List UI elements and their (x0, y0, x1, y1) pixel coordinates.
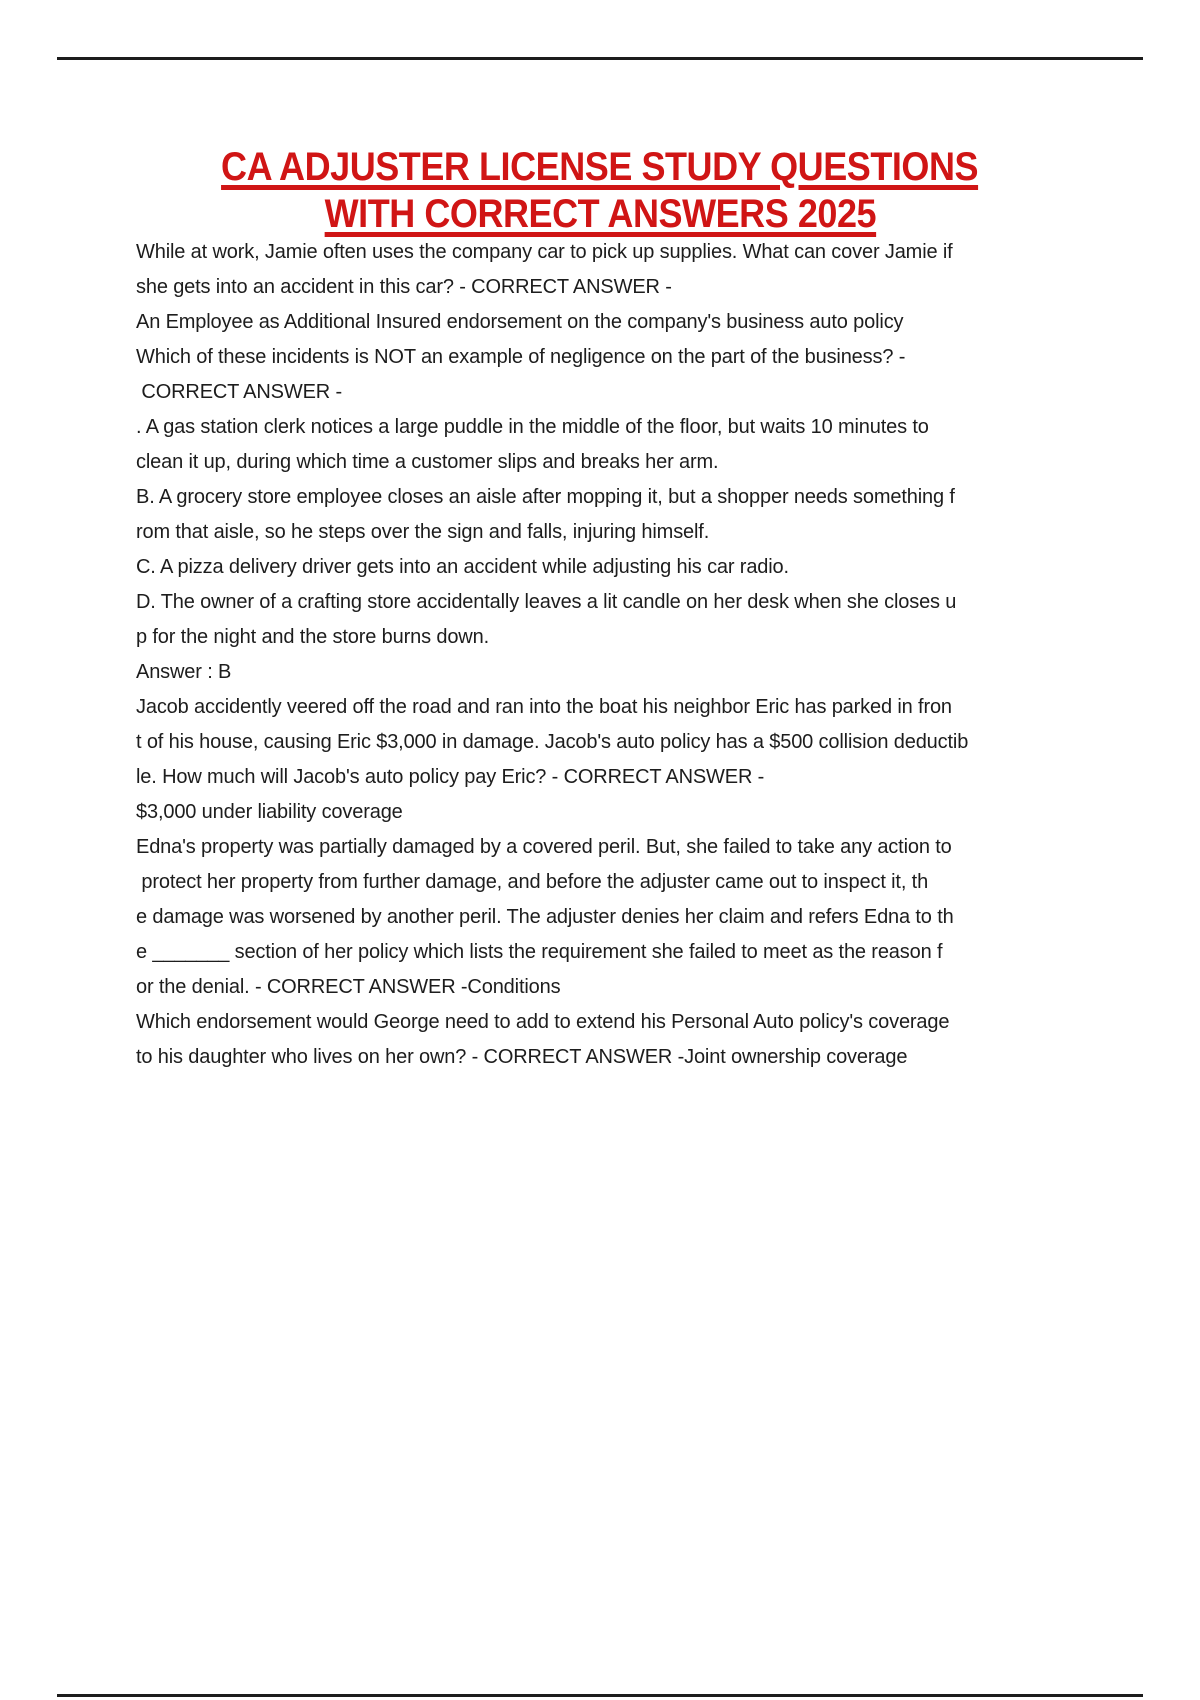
answer-line (136, 655, 1076, 690)
document-body (136, 235, 1076, 1075)
text-line: Edna's property was partially damaged by a covered peril. But, she failed to take any action to (136, 836, 952, 858)
text-line: . A gas station clerk notices a large puddle in the middle of the floor, but waits 10 minutes to (136, 416, 929, 438)
qa-paragraph (136, 235, 1076, 340)
text-line: $3,000 under liability coverage (136, 801, 403, 823)
qa-paragraph (136, 690, 1076, 830)
text-line: While at work, Jamie often uses the company car to pick up supplies. What can cover Jamie if (136, 241, 953, 263)
text-line: protect her property from further damage, and before the adjuster came out to inspect it, th (136, 871, 929, 893)
text-line: B. A grocery store employee closes an aisle after mopping it, but a shopper needs something f (136, 486, 955, 508)
text-line: Jacob accidently veered off the road and ran into the boat his neighbor Eric has parked in fron (136, 696, 952, 718)
text-line: Which endorsement would George need to add to extend his Personal Auto policy's coverage (136, 1011, 950, 1033)
qa-paragraph (136, 585, 1076, 655)
text-line: to his daughter who lives on her own? - CORRECT ANSWER -Joint ownership coverage (136, 1046, 908, 1068)
text-line: she gets into an accident in this car? - CORRECT ANSWER - (136, 276, 672, 298)
text-line: le. How much will Jacob's auto policy pay Eric? - CORRECT ANSWER - (136, 766, 765, 788)
qa-paragraph (136, 830, 1076, 1005)
document-title-line-2: WITH CORRECT ANSWERS 2025 (324, 192, 876, 236)
document-title-line-1: CA ADJUSTER LICENSE STUDY QUESTIONS (221, 145, 979, 189)
text-line: or the denial. - CORRECT ANSWER -Conditions (136, 976, 561, 998)
text-line: Which of these incidents is NOT an example of negligence on the part of the business? - (136, 346, 906, 368)
text-line: p for the night and the store burns down. (136, 626, 489, 648)
text-line: D. The owner of a crafting store accidentally leaves a lit candle on her desk when she closes u (136, 591, 957, 613)
qa-paragraph (136, 480, 1076, 550)
text-line: Answer : B (136, 661, 232, 683)
text-line: e _______ section of her policy which lists the requirement she failed to meet as the reason f (136, 941, 943, 963)
text-line: rom that aisle, so he steps over the sign and falls, injuring himself. (136, 521, 710, 543)
text-line: C. A pizza delivery driver gets into an accident while adjusting his car radio. (136, 556, 789, 578)
text-line: CORRECT ANSWER - (136, 381, 342, 403)
qa-paragraph (136, 550, 1076, 585)
text-line: clean it up, during which time a customer slips and breaks her arm. (136, 451, 719, 473)
document-title (0, 144, 1200, 238)
page-border-bottom-rule (57, 1694, 1143, 1697)
qa-paragraph (136, 1005, 1076, 1075)
text-line: e damage was worsened by another peril. The adjuster denies her claim and refers Edna to th (136, 906, 954, 928)
text-line: An Employee as Additional Insured endorsement on the company's business auto policy (136, 311, 904, 333)
page-border-top-rule (57, 57, 1143, 60)
qa-paragraph (136, 340, 1076, 480)
text-line: t of his house, causing Eric $3,000 in damage. Jacob's auto policy has a $500 collision deductib (136, 731, 969, 753)
